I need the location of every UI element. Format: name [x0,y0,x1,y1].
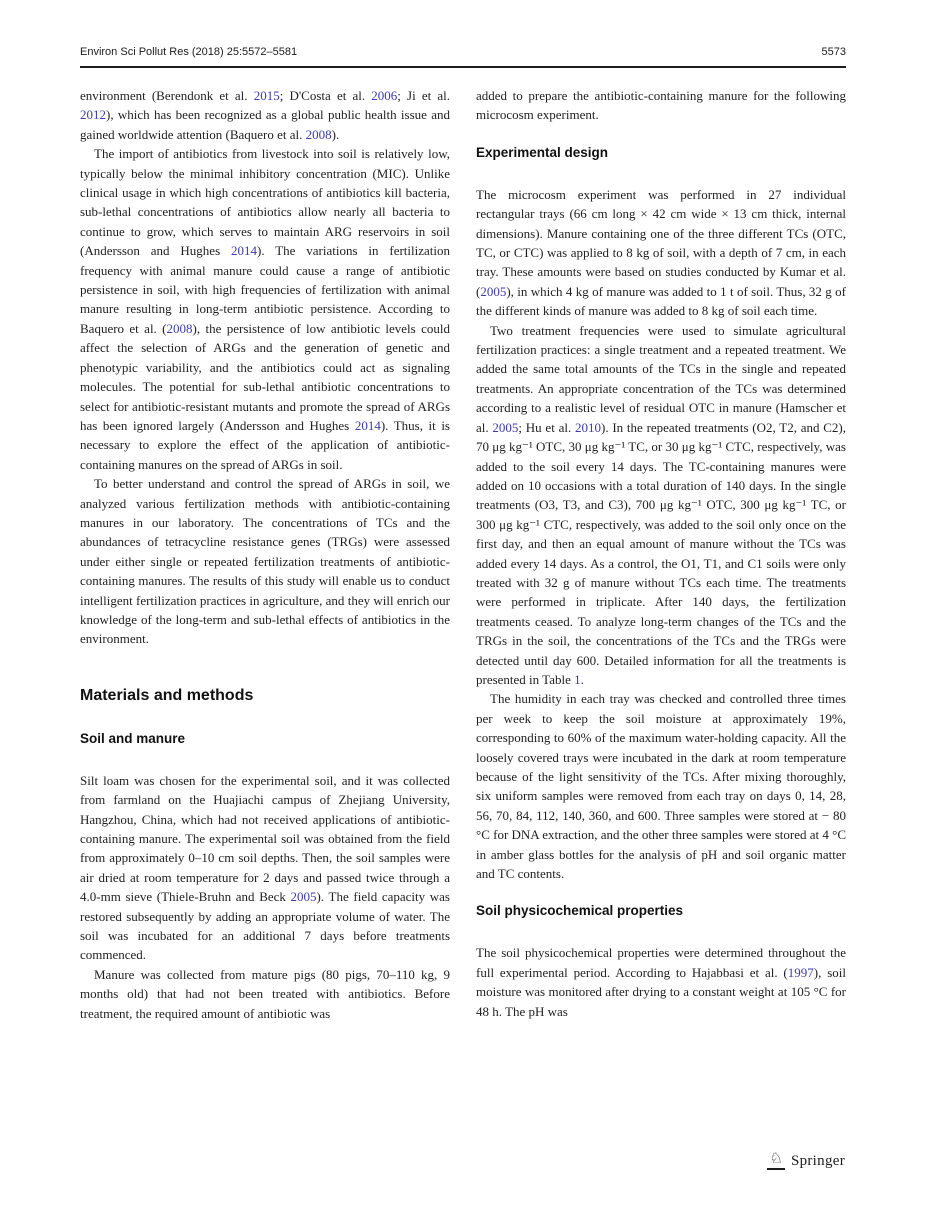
section-heading: Materials and methods [80,686,254,704]
springer-logo [767,1152,845,1170]
paragraph: The humidity in each tray was checked and controlled three times per week to keep the soil moisture at approximately 19%, corresponding to 60% of the maximum water-holding capacity. All the loosely covered trays were incubated in the dark at room temperature because of the light sensitivity of the TCs. After mixing thoroughly, six uniform samples were removed from each tray on days 0, 14, 28, 56, 70, 84, 112, 140, 360, and 600. Three samples were stored at − 80 °C for DNA extraction, and the other three samples were stored at 4 °C in amber glass bottles for the analysis of pH and soil organic matter and TC contents. [476,691,846,882]
paragraph: Silt loam was chosen for the experimental soil, and it was collected from farmland on the Huajiachi campus of Zhejiang University, Hangzhou, China, which had not received applications of antibiotic-containing manure. The experimental soil was obtained from the field from approximately 0–10 cm soil depths. Then, the soil samples were air dried at room temperature for 2 days and passed twice through a 4.0-mm sieve (Thiele-Bruhn and Beck 2005). The field capacity was restored subsequently by adding an appropriate volume of water. The soil was incubated for an additional 7 days before treatments commenced. [80,772,450,963]
citation-link[interactable]: 2010 [574,419,601,435]
citation-link[interactable]: 2012 [80,107,106,123]
page-number: 5573 [821,46,846,58]
paragraph: added to prepare the antibiotic-containing manure for the following microcosm experiment. [476,88,846,123]
citation-link[interactable]: 2005 [492,419,519,435]
citation-link[interactable]: 2005 [290,889,317,905]
paragraph: Manure was collected from mature pigs (80 pigs, 70–110 kg, 9 months old) that had not been treated with antibiotics. Before treatment, the required amount of antibiotic was [80,966,450,1021]
journal-citation: Environ Sci Pollut Res (2018) 25:5572–5581 [80,46,298,58]
left-column [80,86,450,1023]
citation-link[interactable]: 1997 [787,964,814,980]
citation-link[interactable]: 2008 [305,126,332,142]
paragraph: Two treatment frequencies were used to simulate agricultural fertilization practices: a single treatment and a repeated treatment. We added the same total amounts of the TCs in the single and repeated treatments. An appropriate concentration of the TCs was determined according to a realistic level of residual OTC in manure (Hamscher et al. 2005; Hu et al. 2010). In the repeated treatments (O2, T2, and C2), 70 μg kg⁻¹ OTC, 30 μg kg⁻¹ TC, or 30 μg kg⁻¹ CTC, respectively, was added to the soil every 14 days. The TC-containing manures were added on 10 occasions with a total duration of 140 days. In the single treatments (O3, T3, and C3), 700 μg kg⁻¹ OTC, 300 μg kg⁻¹ TC, or 300 μg kg⁻¹ CTC, respectively, was added to the soil only once on the first day, and then an equal amount of manure without the TCs was added every 14 days. As a control, the O1, T1, and C1 soils were only treated with 32 g of manure without TCs each time. The treatments were performed in triplicate. After 140 days, the fertilization treatments ceased. To analyze long-term changes of the TCs and the TRGs in the soil, the concentrations of the TCs and the TRGs were detected until day 600. Detailed information for all the treatments is presented in Table 1. [476,322,846,687]
subsection-heading: Soil physicochemical properties [476,903,684,919]
citation-link[interactable]: 2005 [480,283,507,299]
subsection-heading: Soil and manure [80,730,186,746]
springer-knight-icon: ♘ [767,1152,784,1170]
running-header [80,46,846,68]
paragraph: The soil physicochemical properties were determined throughout the full experimental period. According to Hajabbasi et al. (1997), soil moisture was monitored after drying to a constant weight at 105 °C for 48 h. The pH was [476,945,846,1019]
citation-link[interactable]: 2006 [371,88,398,103]
right-column [476,86,846,1023]
two-column-body [80,86,846,1023]
citation-link[interactable]: 2014 [231,243,257,259]
citation-link[interactable]: 1 [574,671,581,687]
subsection-heading: Experimental design [476,144,609,160]
citation-link[interactable]: 2014 [354,417,381,433]
springer-wordmark: Springer [790,1153,845,1169]
paragraph: The import of antibiotics from livestock into soil is relatively low, typically below the minimal inhibitory concentration (MIC). Unlike clinical usage in which high concentrations of antibiotics kill bacteria, sub-lethal concentrations of antibiotics allow nearly all bacteria to continue to grow, which serves to maintain ARG reservoirs in soil (Andersson and Hughes 2014). The variations in fertilization frequency with animal manure could cause a range of antibiotic persistence in soil, with high frequencies of fertilization with animal manure resulting in long-term antibiotic persistence. According to Baquero et al. (2008), the persistence of low antibiotic levels could affect the selection of ARGs and the generation of genetic and phenotypic variability, and the antibiotics could act as signaling molecules. The potential for sub-lethal antibiotic concentrations to select for antibiotic-resistant mutants and promote the spread of ARGs has been ignored largely (Andersson and Hughes 2014). Thus, it is necessary to explore the effect of the application of antibiotic-containing manures on the spread of ARGs in soil. [80,146,450,472]
paragraph: To better understand and control the spread of ARGs in soil, we analyzed various fertilization methods with antibiotic-containing manures in our laboratory. The concentrations of TCs and the abundances of tetracycline resistance genes (TRGs) were assessed under either single or repeated fertilization treatments of antibiotic-containing manures. The results of this study will enable us to conduct intelligent fertilization practices in agriculture, and they will enrich our knowledge of the long-term and sub-lethal effects of antibiotics in the environment. [80,476,450,647]
paragraph: environment (Berendonk et al. 2015; D'Costa et al. 2006; Ji et al. 2012), which has been recognized as a global public health issue and gained worldwide attention (Baquero et al. 2008). [80,88,451,142]
paragraph: The microcosm experiment was performed in 27 individual rectangular trays (66 cm long × 42 cm wide × 13 cm thick, internal dimensions). Manure containing one of the three different TCs (OTC, TC, or CTC) was applied to 8 kg of soil, with a depth of 7 cm, in each tray. These amounts were based on studies conducted by Kumar et al. (2005), in which 4 kg of manure was added to 1 t of soil. Thus, 32 g of the different kinds of manure was added to 8 kg of soil each time. [476,186,846,319]
citation-link[interactable]: 2015 [253,88,280,103]
citation-link[interactable]: 2008 [166,320,193,336]
